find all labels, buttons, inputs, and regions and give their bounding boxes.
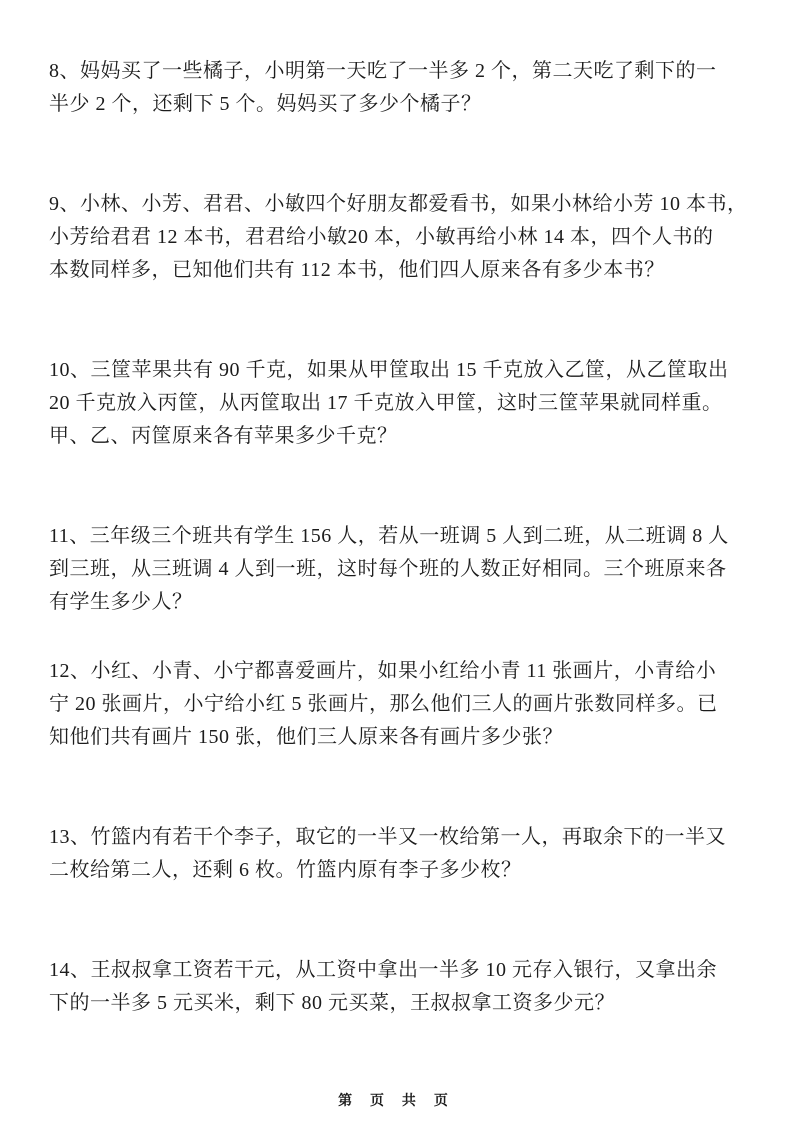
problem-line: 甲、乙、丙筐原来各有苹果多少千克？ [49,425,398,447]
problem-line: 20 千克放入丙筐，从丙筐取出 17 千克放入甲筐，这时三筐苹果就同样重。 [49,392,723,414]
problem-line: 二枚给第二人，还剩 6 枚。竹篮内原有李子多少枚？ [49,859,522,881]
problem-line: 有学生多少人？ [49,591,193,613]
problem-line: 9、小林、小芳、君君、小敏四个好朋友都爱看书，如果小林给小芳 10 本书， [49,193,748,215]
problem-line: 8、妈妈买了一些橘子，小明第一天吃了一半多 2 个，第二天吃了剩下的一 [49,60,717,82]
problem-line: 知他们共有画片 150 张，他们三人原来各有画片多少张？ [49,726,563,748]
problem-13 [49,821,747,887]
problem-line: 到三班，从三班调 4 人到一班，这时每个班的人数正好相同。三个班原来各 [49,558,727,580]
problem-line: 11、三年级三个班共有学生 156 人，若从一班调 5 人到二班，从二班调 8 人 [49,525,729,547]
problem-line: 半少 2 个，还剩下 5 个。妈妈买了多少个橘子？ [49,93,482,115]
problem-line: 12、小红、小青、小宁都喜爱画片，如果小红给小青 11 张画片，小青给小 [49,660,717,682]
problem-8 [49,55,747,121]
problem-line: 下的一半多 5 元买米，剩下 80 元买菜，王叔叔拿工资多少元？ [49,992,615,1014]
worksheet-body [49,55,747,1087]
problem-line: 小芳给君君 12 本书，君君给小敏20 本，小敏再给小林 14 本，四个人书的 [49,226,714,248]
problem-line: 宁 20 张画片，小宁给小红 5 张画片，那么他们三人的画片张数同样多。已 [49,693,718,715]
problem-9 [49,188,747,287]
problem-line: 13、竹篮内有若干个李子，取它的一半又一枚给第一人，再取余下的一半又 [49,826,726,848]
problem-11 [49,520,747,619]
problem-12 [49,655,747,754]
problem-line: 14、王叔叔拿工资若干元，从工资中拿出一半多 10 元存入银行，又拿出余 [49,959,717,981]
page-footer: 第 页 共 页 [338,1092,455,1108]
problem-line: 10、三筐苹果共有 90 千克，如果从甲筐取出 15 千克放入乙筐，从乙筐取出 [49,359,729,381]
problem-10 [49,354,747,453]
problem-line: 本数同样多，已知他们共有 112 本书，他们四人原来各有多少本书？ [49,259,665,281]
problem-14 [49,954,747,1020]
